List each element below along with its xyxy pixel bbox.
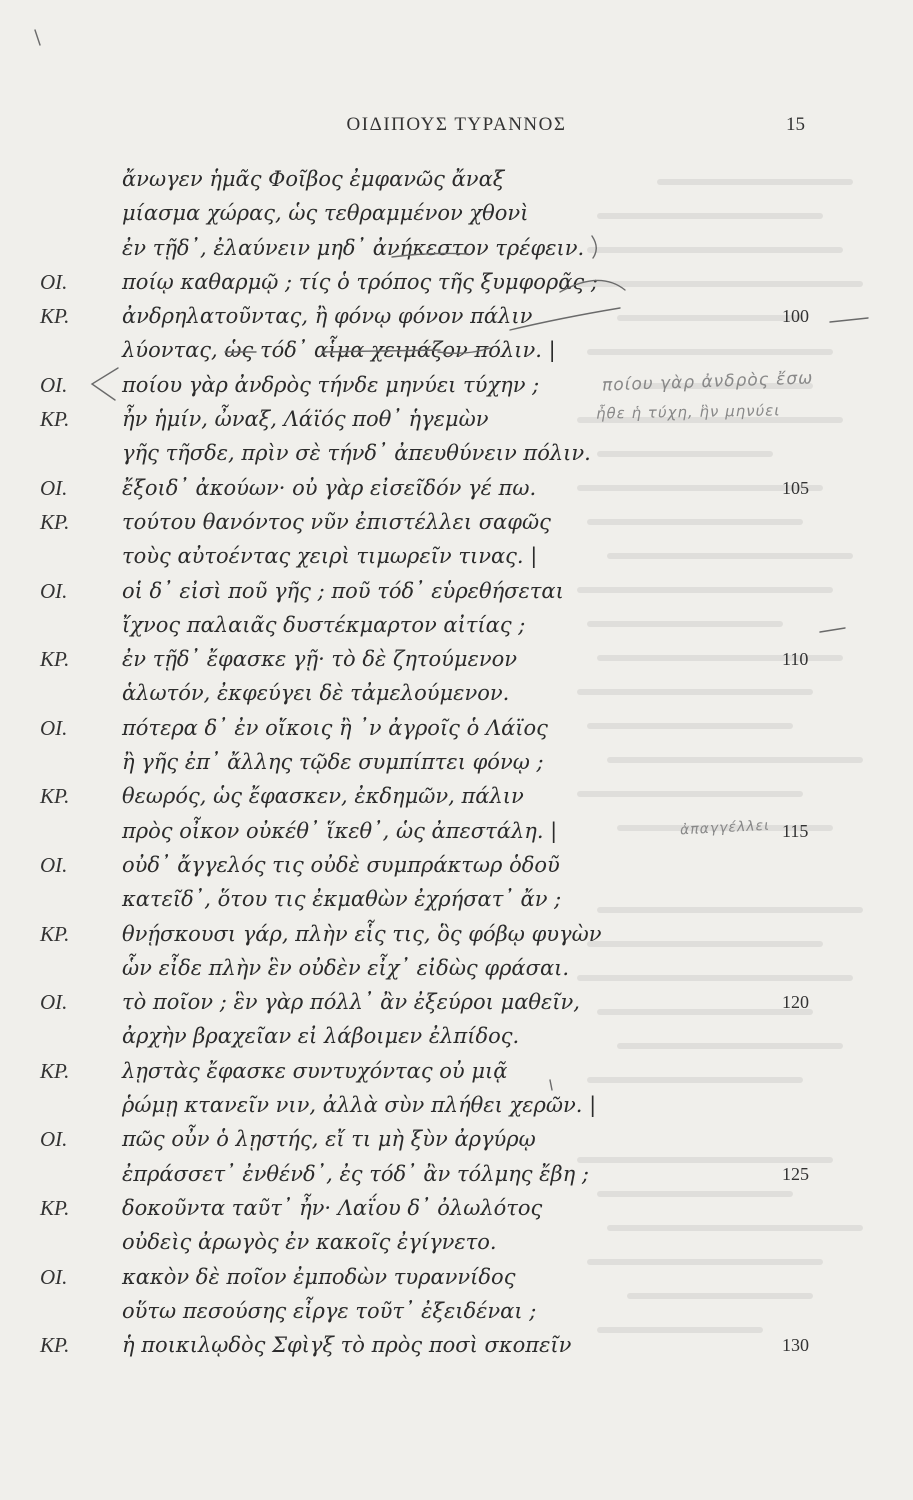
verse-text: θνῄσκουσι γάρ, πλὴν εἷς τις, ὃς φόβῳ φυγὼν xyxy=(122,921,602,946)
page-number: 15 xyxy=(786,114,805,135)
speaker-label: ΟΙ. xyxy=(40,1127,68,1152)
verse-text: κακὸν δὲ ποῖον ἐμποδὼν τυραννίδος xyxy=(122,1264,516,1289)
verse-text: λῃστὰς ἔφασκε συντυχόντας οὐ μιᾷ xyxy=(122,1058,508,1083)
verse-text: θεωρός, ὡς ἔφασκεν, ἐκδημῶν, πάλιν xyxy=(122,784,524,809)
speaker-label: ΚΡ. xyxy=(40,1195,70,1220)
line-number: 100 xyxy=(782,306,809,327)
verse-text: ποίῳ καθαρμῷ ; τίς ὁ τρόπος τῆς ξυμφορᾶς ; xyxy=(122,269,598,294)
speaker-label: ΚΡ. xyxy=(40,921,70,946)
margin-note-1: ποίου γὰρ ἀνδρὸς ἔσω xyxy=(601,368,814,396)
verse-text: μίασμα χώρας, ὡς τεθραμμένον χθονὶ xyxy=(122,201,529,226)
speaker-label: ΚΡ. xyxy=(40,784,70,809)
speaker-label: ΟΙ. xyxy=(40,269,68,294)
verse-text: ἦν ἡμίν, ὦναξ, Λάϊός ποθ᾽ ἡγεμὼν xyxy=(122,407,489,432)
verse-text: ἀρχὴν βραχεῖαν εἰ λάβοιμεν ἐλπίδος. xyxy=(122,1024,520,1049)
margin-note-3: ἀπαγγέλλει xyxy=(679,817,771,839)
verse-text: οὕτω πεσούσης εἶργε τοῦτ᾽ ἐξειδέναι ; xyxy=(122,1298,537,1323)
speaker-label: ΟΙ. xyxy=(40,852,68,877)
verse-text: πῶς οὖν ὁ λῃστής, εἴ τι μὴ ξὺν ἀργύρῳ xyxy=(122,1127,536,1152)
speaker-label: ΟΙ. xyxy=(40,372,68,397)
speaker-label: ΚΡ. xyxy=(40,647,70,672)
verse-text: ἢ γῆς ἐπ᾽ ἄλλης τῷδε συμπίπτει φόνῳ ; xyxy=(122,750,544,775)
verse-text: ἐν τῇδ᾽, ἐλαύνειν μηδ᾽ ἀνήκεστον τρέφειν. xyxy=(122,235,585,260)
verse-text: γῆς τῆσδε, πρὶν σὲ τήνδ᾽ ἀπευθύνειν πόλιν. xyxy=(122,441,591,466)
line-number: 120 xyxy=(782,992,809,1013)
verse-text: ἀνδρηλατοῦντας, ἢ φόνῳ φόνον πάλιν xyxy=(122,304,533,329)
line-number: 125 xyxy=(782,1163,809,1184)
verse-text: ἁλωτόν, ἐκφεύγει δὲ τἀμελούμενον. xyxy=(122,681,510,706)
verse-text: ἡ ποικιλῳδὸς Σφὶγξ τὸ πρὸς ποσὶ σκοπεῖν xyxy=(122,1333,572,1358)
line-number: 115 xyxy=(782,820,809,841)
line-number: 130 xyxy=(782,1335,809,1356)
speaker-label: ΚΡ. xyxy=(40,407,70,432)
verse-text: τοὺς αὐτοέντας χειρὶ τιμωρεῖν τινας. | xyxy=(122,544,538,569)
verse-text: κατεῖδ᾽, ὅτου τις ἐκμαθὼν ἐχρήσατ᾽ ἄν ; xyxy=(122,887,562,912)
verse-text: οἱ δ᾽ εἰσὶ ποῦ γῆς ; ποῦ τόδ᾽ εὑρεθήσεται xyxy=(122,578,564,603)
speaker-label: ΟΙ. xyxy=(40,715,68,740)
verse-text: λύοντας, ὡς τόδ᾽ αἷμα χειμάζον πόλιν. | xyxy=(122,338,556,363)
speaker-label: ΚΡ. xyxy=(40,304,70,329)
speaker-label: ΟΙ. xyxy=(40,990,68,1015)
speaker-label: ΟΙ. xyxy=(40,1264,68,1289)
verse-text: ἴχνος παλαιᾶς δυστέκμαρτον αἰτίας ; xyxy=(122,612,526,637)
line-number: 105 xyxy=(782,477,809,498)
verse-text: ῥώμῃ κτανεῖν νιν, ἀλλὰ σὺν πλήθει χερῶν. | xyxy=(122,1093,597,1118)
verse-text: ἐπράσσετ᾽ ἐνθένδ᾽, ἐς τόδ᾽ ἂν τόλμης ἔβη ; xyxy=(122,1161,589,1186)
verse-text: τὸ ποῖον ; ἓν γὰρ πόλλ᾽ ἂν ἐξεύροι μαθεῖν, xyxy=(122,990,580,1015)
speaker-label: ΚΡ. xyxy=(40,509,70,534)
verse-text: ἄνωγεν ἡμᾶς Φοῖβος ἐμφανῶς ἄναξ xyxy=(122,167,505,191)
verse-text: ποίου γὰρ ἀνδρὸς τήνδε μηνύει τύχην ; xyxy=(122,372,540,397)
speaker-label: ΚΡ. xyxy=(40,1058,70,1083)
margin-note-2: ἦθε ἡ τύχη, ἣν μηνύει xyxy=(595,401,781,423)
speaker-label: ΚΡ. xyxy=(40,1333,70,1358)
verse-text: ἔξοιδ᾽ ἀκούων· οὐ γὰρ εἰσεῖδόν γέ πω. xyxy=(122,475,537,500)
speaker-label: ΟΙ. xyxy=(40,475,68,500)
verse-text: ἐν τῇδ᾽ ἔφασκε γῇ· τὸ δὲ ζητούμενον xyxy=(122,647,518,672)
verse-text: δοκοῦντα ταῦτ᾽ ἦν· Λαΐου δ᾽ ὀλωλότος xyxy=(122,1195,543,1220)
verse-text: ὧν εἶδε πλὴν ἓν οὐδὲν εἶχ᾽ εἰδὼς φράσαι. xyxy=(122,955,570,980)
verse-text: οὐδεὶς ἀρωγὸς ἐν κακοῖς ἐγίγνετο. xyxy=(122,1230,497,1255)
line-number: 110 xyxy=(782,649,809,670)
running-title: ΟΙΔΙΠΟΥΣ ΤΥΡΑΝΝΟΣ xyxy=(346,114,567,135)
verse-text: πότερα δ᾽ ἐν οἴκοις ἢ ᾽ν ἀγροῖς ὁ Λάϊος xyxy=(122,715,548,740)
speaker-label: ΟΙ. xyxy=(40,578,68,603)
verse-text: πρὸς οἶκον οὐκέθ᾽ ἵκεθ᾽, ὡς ἀπεστάλη. | xyxy=(122,818,558,843)
verse-text: οὐδ᾽ ἄγγελός τις οὐδὲ συμπράκτωρ ὁδοῦ xyxy=(122,852,560,877)
verse-text: τούτου θανόντος νῦν ἐπιστέλλει σαφῶς xyxy=(122,509,551,534)
